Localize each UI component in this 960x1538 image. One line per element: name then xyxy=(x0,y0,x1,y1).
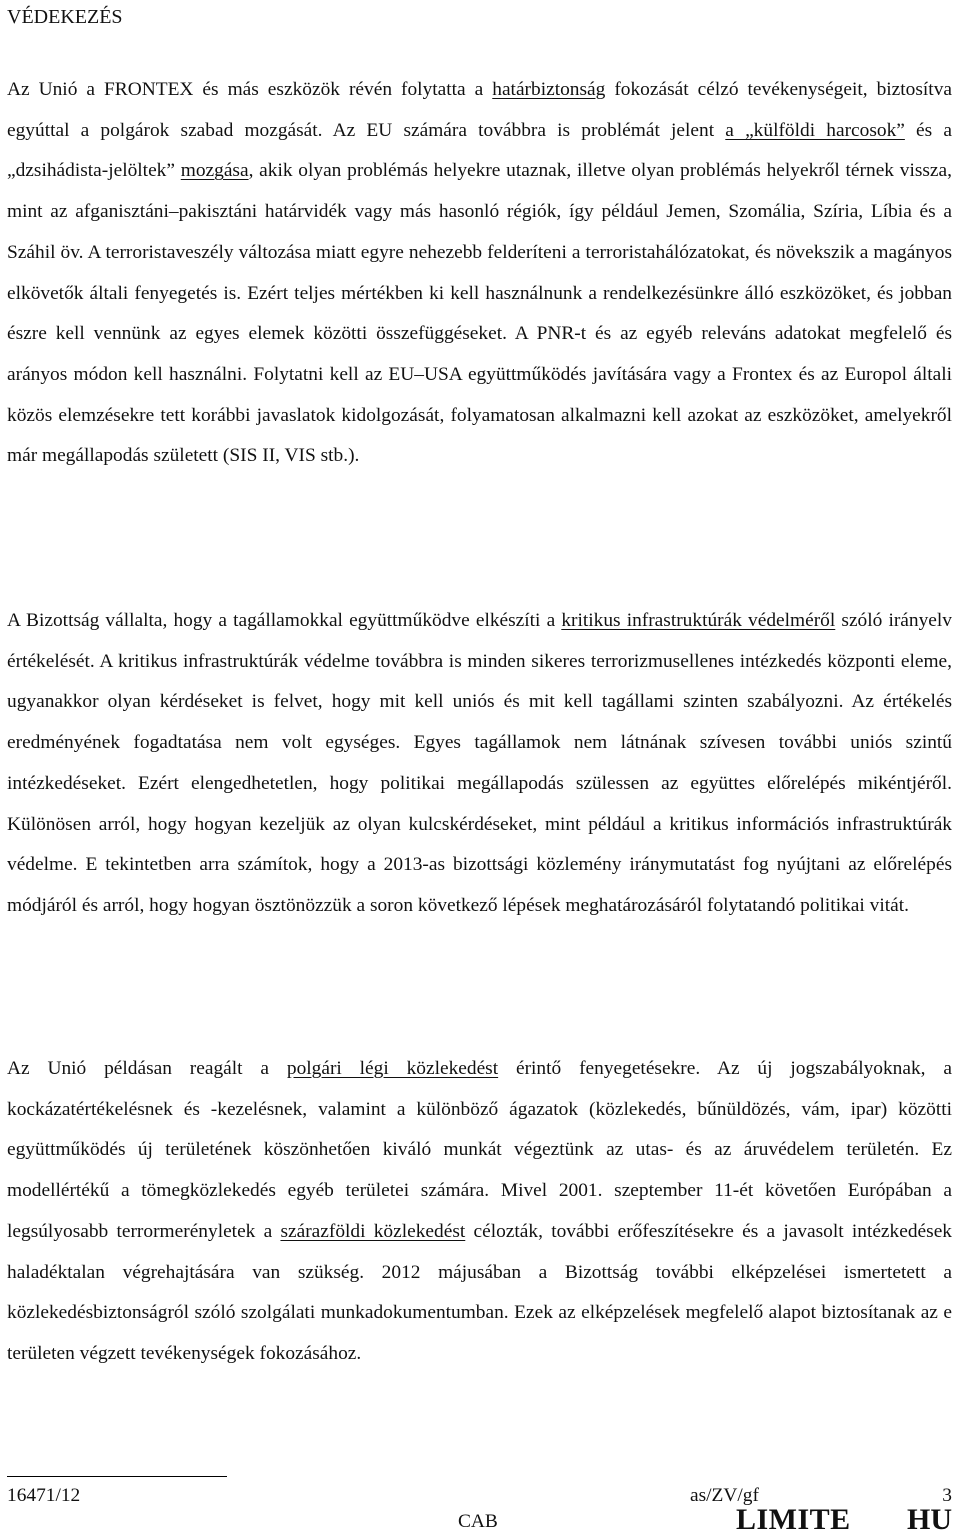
footer-reference: as/ZV/gf xyxy=(690,1485,759,1506)
footer-directorate: CAB xyxy=(458,1511,498,1532)
underlined-term: szárazföldi közlekedést xyxy=(280,1220,466,1242)
section-heading: VÉDEKEZÉS xyxy=(7,6,123,28)
footer-classification: LIMITE xyxy=(736,1503,851,1536)
underlined-term: határbiztonság xyxy=(492,79,606,100)
underlined-term: a „külföldi harcosok” xyxy=(725,119,905,141)
paragraph-critical-infrastructure xyxy=(7,601,952,927)
paragraph-text: , akik olyan problémás helyekre utaznak, illetve olyan problémás helyekről térnek vissza, mint az afganisztáni–pakisztáni határvidék vagy más hasonló régiók, így például Jemen, Szomália, Szíria, Líbia és a Száhil öv. A terroristaveszély változása miatt egyre nehezebb felderíteni a terroristahálózatokat, és növekszik a magányos elkövetők általi fenyegetés is. Ezért teljes mértékben ki kell használnunk a rendelkezésünkre álló eszközöket, és jobban észre kell vennünk az egyes elemek közötti összefüggéseket. A PNR-t és az egyéb releváns adatokat megfelelő és arányos módon kell használni. Folytatni kell az EU–USA együttműködés javítására vagy a Frontex és az Europol általi közös elemzésekre tett korábbi javaslatok kidolgozását, folyamatosan alkalmazni kell azokat az eszközöket, amelyekről már megállapodás született (SIS II, VIS stb.). xyxy=(7,160,952,467)
footer-page-number: 3 xyxy=(942,1485,952,1506)
paragraph-text: A Bizottság vállalta, hogy a tagállamokkal együttműködve elkészíti a xyxy=(7,610,562,631)
underlined-term: mozgása xyxy=(180,160,249,182)
footer-language: HU xyxy=(907,1503,952,1536)
paragraph-transport-security xyxy=(7,1049,952,1375)
paragraph-text: szóló irányelv értékelését. A kritikus infrastruktúrák védelme továbbra is minden sikeres terrorizmusellenes intézkedés központi eleme, ugyanakkor olyan kérdéseket is felvet, hogy mit kell uniós és mit kell tagállami szinten szabályozni. Az értékelés eredményének fogadtatása nem volt egységes. Egyes tagállamok nem látnának szívesen további uniós szintű intézkedéseket. Ezért elengedhetetlen, hogy politikai megállapodás szülessen az együttes előrelépés mikéntjéről. Különösen arról, hogy hogyan kezeljük az olyan kulcskérdéseket, mint például a kritikus információs infrastruktúrák védelme. E tekintetben arra számítok, hogy a 2013-as bizottsági közlemény iránymutatást fog nyújtani az előrelépés módjáról és arról, hogy hogyan ösztönözzük a soron következő lépések meghatározásáról folytatandó politikai vitát. xyxy=(7,610,952,916)
underlined-term: polgári légi közlekedést xyxy=(286,1058,499,1079)
paragraph-text: célozták, további erőfeszítésekre és a javasolt intézkedések haladéktalan végrehajtására van szükség. 2012 májusában a Bizottság további elképzelései ismertetett a közlekedésbiztonságról szóló szolgálati munkadokumentumban. Ezek az elképzelések megfelelő alapot biztosítanak az e területen végzett tevékenységek fokozásához. xyxy=(7,1220,952,1364)
paragraph-text: és a „dzsihádista-jelöltek” xyxy=(7,119,952,182)
paragraph-text: érintő fenyegetésekre. Az új jogszabályoknak, a kockázatértékelésnek és -kezelésnek, valamint a különböző ágazatok (közlekedés, bűnüldözés, vám, ipar) közötti együttműködés új területének köszönhetően kiváló munkát végeztünk az utas- és az áruvédelem területén. Ez modellértékű a tömegközlekedés egyéb területei számára. Mivel 2001. szeptember 11-ét követően Európában a legsúlyosabb terrormerényletek a xyxy=(7,1058,952,1242)
paragraph-text: Az Unió példásan reagált a xyxy=(7,1058,287,1079)
paragraph-text: Az Unió a FRONTEX és más eszközök révén folytatta a xyxy=(7,79,493,100)
footer-document-number: 16471/12 xyxy=(7,1485,81,1506)
footer-rule xyxy=(7,1476,227,1477)
paragraph-border-security xyxy=(7,70,952,477)
paragraph-text: fokozását célzó tevékenységeit, biztosítva egyúttal a polgárok szabad mozgását. Az EU számára továbbra is problémát jelent xyxy=(7,79,952,141)
underlined-term: kritikus infrastruktúrák védelméről xyxy=(561,610,836,631)
